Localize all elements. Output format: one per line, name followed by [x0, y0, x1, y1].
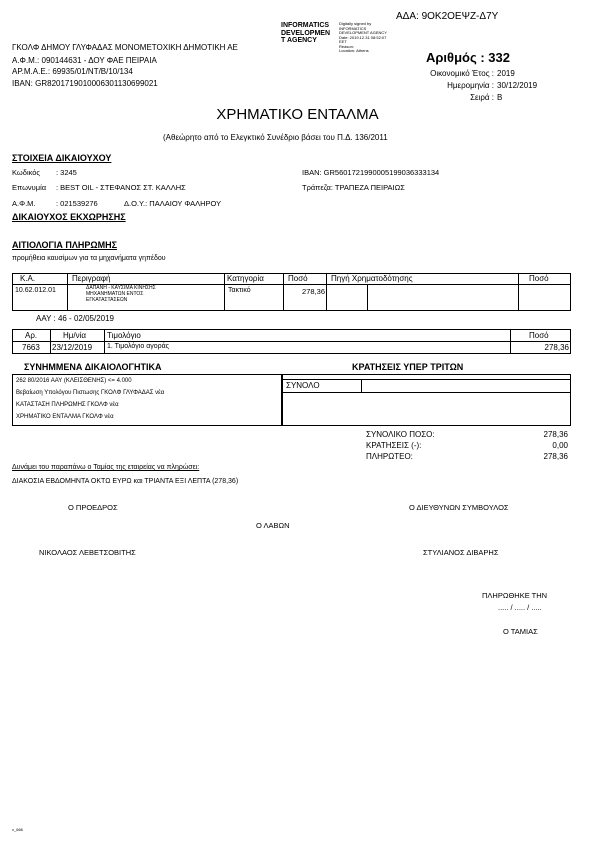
series-label: Σειρά :: [470, 93, 494, 102]
invoice-type: 1. Τιμολόγιο αγοράς: [107, 343, 170, 350]
signature-details: [339, 22, 387, 54]
withholdings-total-label: ΣΥΝΟΛΟ: [286, 381, 320, 390]
beneficiary-afm: : 021539276: [56, 199, 98, 208]
withholdings-box: [282, 374, 571, 426]
fiscal-year-label: Οικονομικό Έτος :: [430, 69, 494, 78]
stamp-detail-line: Date: 2019.12.31 08:52:07: [339, 34, 387, 40]
signature-stamp: [281, 22, 330, 45]
stamp-title-line: T AGENCY: [281, 37, 317, 44]
withholdings-value: 0,00: [552, 441, 568, 450]
col-header-funding-amount: Ποσό: [529, 274, 549, 283]
invoice-number: 7663: [22, 343, 40, 352]
aay-reference: ΑΑΥ : 46 - 02/05/2019: [36, 314, 114, 323]
beneficiary-name: : BEST OIL - ΣΤΕΦΑΝΟΣ ΣΤ. ΚΑΛΛΗΣ: [56, 183, 186, 192]
org-arma: ΑΡ.Μ.Α.Ε.: 69935/01/ΝΤ/Β/10/134: [12, 67, 133, 76]
row-category: Τακτικό: [228, 287, 251, 294]
advisor-name: ΣΤΥΛΙΑΝΟΣ ΔΙΒΑΡΗΣ: [423, 548, 499, 557]
col-header-funding-source: Πηγή Χρηματοδότησης: [331, 274, 413, 283]
attachment-item: Βεβαίωση Υπολόγου Πιστωσης ΓΚΟΛΦ ΓΛΥΦΑΔΑΣ νέα: [16, 390, 165, 396]
invoice-amount: 278,36: [544, 343, 569, 352]
ada-code: ΑΔΑ: 9ΟΚ2ΟΕΨΖ-Δ7Υ: [396, 11, 499, 22]
document-subtitle: (Αθεώρητο από το Ελεγκτικό Συνέδριο βάσει του Π.Δ. 136/2011: [163, 133, 388, 142]
beneficiary-code: : 3245: [56, 168, 77, 177]
paid-date: ..... / ..... / .....: [498, 603, 542, 612]
beneficiary-iban: IBAN: GR5601721990005199036333134: [302, 168, 440, 177]
series-value: B: [497, 93, 503, 102]
authorization-text: Δυνάμει του παραπάνω ο Ταμίας της εταιρείας να πληρώσει:: [12, 464, 200, 471]
description-line: ΕΓΚΑΤΑΣΤΑΣΕΩΝ: [86, 297, 128, 303]
president-title: Ο ΠΡΟΕΔΡΟΣ: [68, 503, 118, 512]
description-line: ΜΗΧΑΝΗΜΑΤΩΝ ΕΝΤΟΣ: [86, 291, 144, 297]
advisor-title: Ο ΔΙΕΥΘΥΝΩΝ ΣΥΜΒΟΥΛΟΣ: [409, 503, 509, 512]
total-label: ΣΥΝΟΛΙΚΟ ΠΟΣΟ:: [366, 430, 435, 439]
voucher-number: Αριθμός : 332: [426, 50, 510, 65]
row-ka: 10.62.012.01: [15, 287, 56, 294]
attachment-item: ΧΡΗΜΑΤΙΚΟ ΕΝΤΑΛΜΑ ΓΚΟΛΦ νέα: [16, 414, 114, 420]
col-header-category: Κατηγορία: [227, 274, 264, 283]
col-header-invoice-amount: Ποσό: [529, 331, 549, 340]
date-label: Ημερομηνία :: [447, 81, 494, 90]
attachments-heading: ΣΥΝΗΜΜΕΝΑ ΔΙΚΑΙΟΛΟΓΗΤΙΚΑ: [24, 362, 162, 372]
assignee-heading: ΔΙΚΑΙΟΥΧΟΣ ΕΚΧΩΡΗΣΗΣ: [12, 212, 126, 222]
beneficiary-bank: Τράπεζα: ΤΡΑΠΕΖΑ ΠΕΙΡΑΙΩΣ: [302, 183, 405, 192]
president-name: ΝΙΚΟΛΑΟΣ ΛΕΒΕΤΣΟΒΙΤΗΣ: [39, 548, 136, 557]
fiscal-year-value: 2019: [497, 69, 515, 78]
paid-label: ΠΛΗΡΩΘΗΚΕ ΤΗΝ: [482, 591, 548, 600]
reason-text: προμήθεια καυσίμων για τα μηχανήματα γηπέδου: [12, 255, 166, 262]
withholdings-heading: ΚΡΑΤΗΣΕΙΣ ΥΠΕΡ ΤΡΙΤΩΝ: [352, 362, 464, 372]
beneficiary-afm-label: Α.Φ.Μ.: [12, 199, 36, 208]
org-iban: IBAN: GR8201719010006301130699021: [12, 79, 158, 88]
stamp-detail-line: INFORMATICS: [339, 25, 367, 31]
beneficiary-code-label: Κωδικός: [12, 168, 41, 177]
document-title: ΧΡΗΜΑΤΙΚΟ ΕΝΤΑΛΜΑ: [216, 106, 379, 123]
org-name: ΓΚΟΛΦ ΔΗΜΟΥ ΓΛΥΦΑΔΑΣ ΜΟΝΟΜΕΤΟΧΙΚΗ ΔΗΜΟΤΙΚΗ ΑΕ: [12, 43, 238, 52]
beneficiary-doy: Δ.Ο.Υ.: ΠΑΛΑΙΟΥ ΦΑΛΗΡΟΥ: [124, 199, 222, 208]
description-line: ΔΑΠΑΝΗ - ΚΑΥΣΙΜΑ ΚΙΝΗΣΗΣ: [86, 285, 156, 291]
withholdings-label: ΚΡΑΤΗΣΕΙΣ (-):: [366, 441, 422, 450]
attachment-item: 262 80/2016 ΑΑΥ (ΚΛΕΙΣΘΕΝΗΣ) <= 4.000: [16, 378, 132, 384]
row-amount: 278,36: [302, 287, 325, 296]
col-header-number: Αρ.: [25, 331, 38, 340]
stamp-detail-line: Location: Athens: [339, 48, 369, 53]
amount-in-words: ΔΙΑΚΟΣΙΑ ΕΒΔΟΜΗΝΤΑ ΟΚΤΩ ΕΥΡΩ και ΤΡΙΑΝΤΑ ΕΞΙ ΛΕΠΤΑ (278,36): [12, 478, 239, 485]
col-header-description: Περιγραφή: [72, 274, 111, 283]
payable-label: ΠΛΗΡΩΤΕΟ:: [366, 452, 413, 461]
attachment-item: ΚΑΤΑΣΤΑΣΗ ΠΛΗΡΩΜΗΣ ΓΚΟΛΦ νέα: [16, 402, 119, 408]
org-afm: Α.Φ.Μ.: 090144631 - ΔΟΥ ΦΑΕ ΠΕΙΡΑΙΑ: [12, 56, 157, 65]
beneficiary-heading: ΣΤΟΙΧΕΙΑ ΔΙΚΑΙΟΥΧΟΥ: [12, 153, 112, 163]
beneficiary-name-label: Επωνυμία: [12, 183, 47, 192]
date-value: 30/12/2019: [497, 81, 538, 90]
total-value: 278,36: [543, 430, 568, 439]
payable-value: 278,36: [543, 452, 568, 461]
col-header-date: Ημ/νία: [63, 331, 87, 340]
col-header-invoice: Τιμολόγιο: [107, 331, 141, 340]
stamp-title-line: DEVELOPMEN: [281, 29, 331, 37]
col-header-ka: Κ.Α.: [20, 274, 36, 283]
invoice-date: 23/12/2019: [52, 343, 93, 352]
col-header-amount: Ποσό: [288, 274, 308, 283]
cashier-title: Ο ΤΑΜΙΑΣ: [503, 627, 538, 636]
stamp-detail-line: Digitally signed by: [339, 21, 372, 26]
receiver-title: Ο ΛΑΒΩΝ: [256, 521, 290, 530]
stamp-detail-line: Reason:: [339, 43, 354, 49]
stamp-title-line: INFORMATICS: [281, 22, 330, 29]
row-description: [86, 285, 156, 303]
reason-heading: ΑΙΤΙΟΛΟΓΙΑ ΠΛΗΡΩΜΗΣ: [12, 240, 118, 250]
stamp-detail-line: EET: [339, 39, 347, 44]
stamp-detail-line: DEVELOPMENT AGENCY: [339, 30, 387, 35]
footer-code: v_666: [12, 827, 23, 832]
